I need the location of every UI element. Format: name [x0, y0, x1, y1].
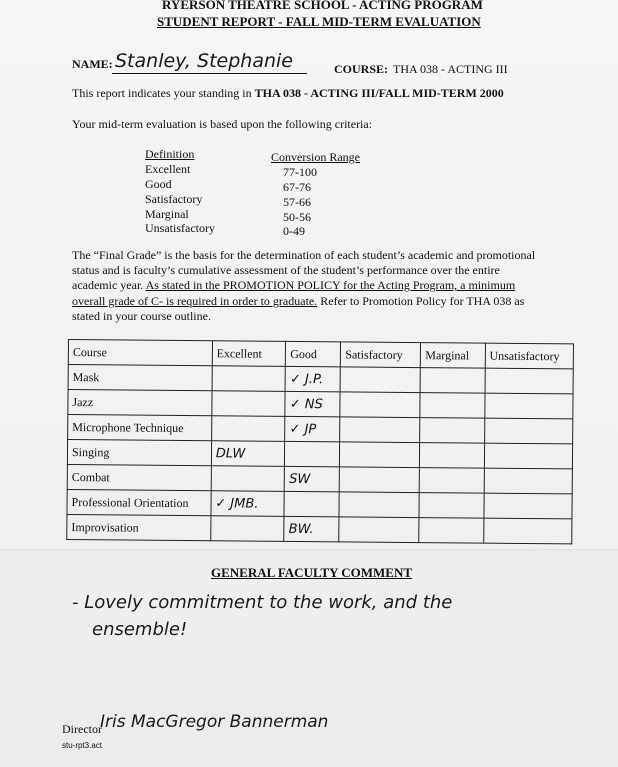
grid-row — [67, 514, 572, 543]
report-title: STUDENT REPORT - FALL MID-TERM EVALUATION — [157, 14, 481, 29]
definition-good: Good — [145, 177, 172, 191]
excellent-cell — [210, 516, 284, 542]
comment-line-2: ensemble! — [92, 619, 188, 640]
comment-heading: GENERAL FACULTY COMMENT — [211, 565, 413, 580]
final-grade-line-3 — [72, 278, 515, 293]
excellent-cell: DLW — [211, 441, 285, 467]
satisfactory-cell — [339, 517, 419, 543]
marginal-cell — [420, 443, 484, 469]
good-cell: ✓ JP — [285, 416, 340, 441]
marginal-cell — [420, 418, 484, 444]
unsatisfactory-cell — [484, 468, 573, 494]
good-cell: ✓ NS — [285, 391, 340, 416]
name-label: NAME: — [72, 57, 113, 71]
header-satisfactory: Satisfactory — [341, 342, 421, 368]
evaluation-grid — [66, 339, 574, 544]
marginal-cell — [420, 468, 484, 494]
unsatisfactory-cell — [483, 518, 572, 544]
header-unsatisfactory: Unsatisfactory — [485, 343, 574, 369]
final-grade-line-5: stated in your course outline. — [72, 309, 211, 323]
good-cell — [285, 441, 340, 466]
unsatisfactory-cell — [485, 368, 574, 394]
unsatisfactory-cell — [484, 393, 573, 419]
satisfactory-cell — [340, 392, 420, 418]
definition-excellent: Excellent — [145, 162, 191, 176]
criteria-intro: Your mid-term evaluation is based upon the following criteria: — [72, 117, 373, 131]
range-marginal: 50-56 — [283, 210, 311, 224]
course-cell: Improvisation — [67, 514, 211, 540]
unsatisfactory-cell — [484, 493, 573, 519]
course-cell: Jazz — [68, 390, 212, 416]
course-cell: Combat — [67, 464, 211, 490]
satisfactory-cell — [340, 367, 420, 393]
excellent-cell — [211, 416, 285, 442]
definition-satisfactory: Satisfactory — [145, 192, 203, 206]
course-cell: Professional Orientation — [67, 489, 211, 515]
final-grade-line-4-plain: Refer to Promotion Policy for THA 038 as — [317, 294, 525, 308]
excellent-cell: ✓ JMB. — [211, 491, 285, 517]
standing-course-term: THA 038 - ACTING III/FALL MID-TERM 2000 — [254, 86, 504, 100]
header-course: Course — [68, 340, 212, 366]
director-signature: Iris MacGregor Bannerman — [100, 712, 329, 732]
standing-prefix: This report indicates your standing in — [72, 86, 255, 100]
header-good: Good — [286, 341, 341, 366]
student-name-handwritten: Stanley, Stephanie — [115, 50, 293, 72]
excellent-cell — [211, 466, 285, 492]
range-excellent: 77-100 — [283, 165, 317, 179]
comment-line-1: - Lovely commitment to the work, and the — [72, 592, 453, 613]
marginal-cell — [419, 518, 483, 544]
satisfactory-cell — [340, 417, 420, 443]
unsatisfactory-cell — [484, 443, 573, 469]
marginal-cell — [419, 493, 483, 519]
school-title: RYERSON THEATRE SCHOOL - ACTING PROGRAM — [162, 0, 483, 12]
course-cell: Mask — [68, 365, 212, 391]
range-satisfactory: 57-66 — [283, 195, 311, 209]
paper-fold — [0, 549, 618, 553]
excellent-cell — [212, 391, 286, 417]
course-cell: Singing — [67, 440, 211, 466]
good-cell — [284, 491, 339, 516]
course-value: THA 038 - ACTING III — [393, 62, 508, 76]
minimum-grade-underlined: overall grade of C- is required in order to graduate. — [72, 294, 318, 308]
definition-marginal: Marginal — [145, 207, 189, 221]
satisfactory-cell — [339, 492, 419, 518]
header-marginal: Marginal — [421, 343, 485, 369]
unsatisfactory-cell — [484, 418, 573, 444]
course-label: COURSE: — [334, 62, 389, 76]
good-cell: SW — [285, 466, 340, 491]
range-unsatisfactory: 0-49 — [283, 224, 305, 238]
satisfactory-cell — [340, 467, 420, 493]
final-grade-line-4 — [72, 294, 524, 309]
satisfactory-cell — [340, 442, 420, 468]
final-grade-line-3-plain: academic year. — [72, 278, 146, 292]
marginal-cell — [420, 393, 484, 419]
marginal-cell — [420, 368, 484, 394]
range-header: Conversion Range — [271, 150, 360, 164]
course-cell: Microphone Technique — [68, 415, 212, 441]
standing-line — [72, 86, 504, 101]
final-grade-line-2: status and is faculty’s cumulative assessment of the student’s performance over the entire — [72, 263, 500, 277]
name-underline — [112, 73, 307, 74]
promotion-policy-underlined: As stated in the PROMOTION POLICY for the Acting Program, a minimum — [145, 278, 516, 292]
definition-header: Definition — [145, 147, 195, 161]
director-label: Director — [62, 722, 102, 736]
file-code: stu-rpt3.act — [62, 741, 103, 750]
header-excellent: Excellent — [212, 341, 286, 367]
excellent-cell — [212, 366, 286, 392]
good-cell: BW. — [284, 516, 339, 541]
good-cell: ✓ J.P. — [285, 366, 340, 391]
final-grade-line-1: The “Final Grade” is the basis for the determination of each student’s academic and promotional — [72, 248, 536, 262]
range-good: 67-76 — [283, 180, 311, 194]
definition-unsatisfactory: Unsatisfactory — [145, 221, 215, 235]
